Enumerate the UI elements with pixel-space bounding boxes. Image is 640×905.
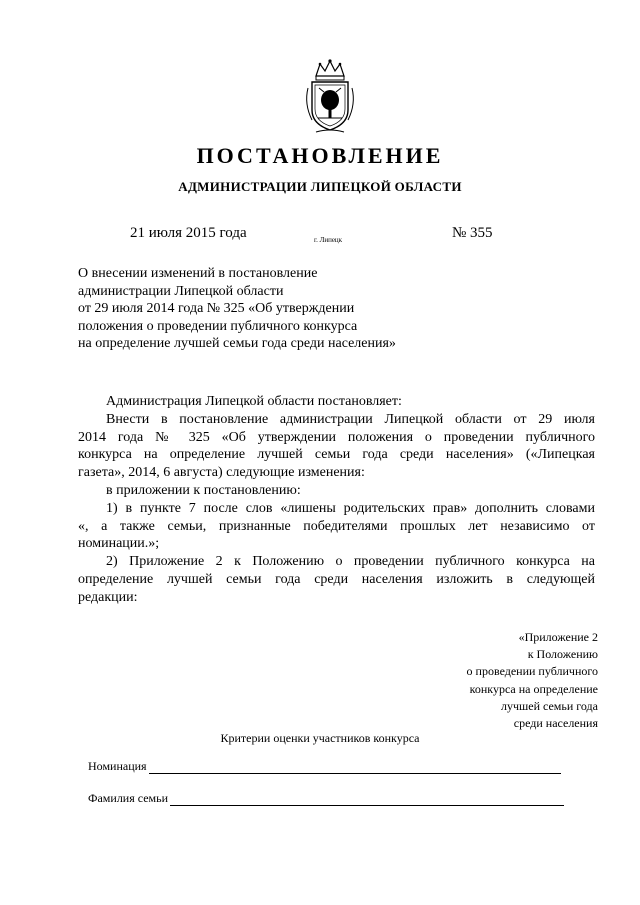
body-line: конкурса на определение лучшей семьи года среди населения» («Липецкая (78, 447, 595, 463)
appendix-line: среди населения (513, 716, 598, 731)
nomination-field (88, 759, 561, 774)
body-line: номинации.»; (78, 536, 160, 552)
body-line: 2014 года № 325 «Об утверждении положения о проведении публичного (78, 429, 595, 445)
document-city: г. Липецк (314, 236, 343, 244)
body-line: 2) Приложение 2 к Положению о проведении публичного конкурса на (106, 554, 595, 570)
body-line: «, а также семьи, признанные победителями прошлых лет независимо от (78, 518, 595, 534)
body-line: редакции: (78, 589, 138, 605)
body-line: газета», 2014, 6 августа) следующие изменения: (78, 465, 365, 481)
heading-line: от 29 июля 2014 года № 325 «Об утверждении (78, 301, 355, 317)
appendix-reference (380, 629, 598, 732)
appendix-line: конкурса на определение (469, 681, 598, 696)
body-line: определение лучшей семьи года среди населения изложить в следующей (78, 571, 595, 587)
heading-line: администрации Липецкой области (78, 283, 284, 299)
body-line: 1) в пункте 7 после слов «лишены родительских прав» дополнить словами (106, 500, 595, 516)
nomination-label: Номинация (88, 759, 147, 773)
body-line: в приложении к постановлению: (106, 482, 301, 498)
heading-line: на определение лучшей семьи года среди населения» (78, 336, 396, 352)
body-paragraph-intro: Администрация Липецкой области постановляет: (106, 394, 402, 409)
document-title: ПОСТАНОВЛЕНИЕ (196, 143, 444, 168)
document-date: 21 июля 2015 года (130, 225, 247, 241)
family-name-field (88, 791, 564, 806)
family-name-label: Фамилия семьи (88, 791, 169, 805)
appendix-line: о проведении публичного (466, 664, 598, 679)
coat-of-arms-icon (300, 58, 360, 134)
criteria-title: Критерии оценки участников конкурса (220, 731, 420, 745)
appendix-line: «Приложение 2 (518, 630, 598, 644)
heading-line: О внесении изменений в постановление (78, 266, 318, 281)
family-name-blank-line (170, 793, 564, 806)
nomination-blank-line (149, 761, 561, 774)
appendix-line: лучшей семьи года (500, 698, 598, 713)
resolution-body (78, 393, 595, 607)
resolution-heading (78, 265, 396, 353)
heading-line: положения о проведении публичного конкурса (78, 318, 358, 334)
document-number: № 355 (452, 225, 493, 241)
document-subtitle: АДМИНИСТРАЦИИ ЛИПЕЦКОЙ ОБЛАСТИ (178, 179, 462, 194)
appendix-line: к Положению (527, 647, 598, 662)
body-line: Внести в постановление администрации Липецкой области от 29 июля (106, 411, 595, 427)
